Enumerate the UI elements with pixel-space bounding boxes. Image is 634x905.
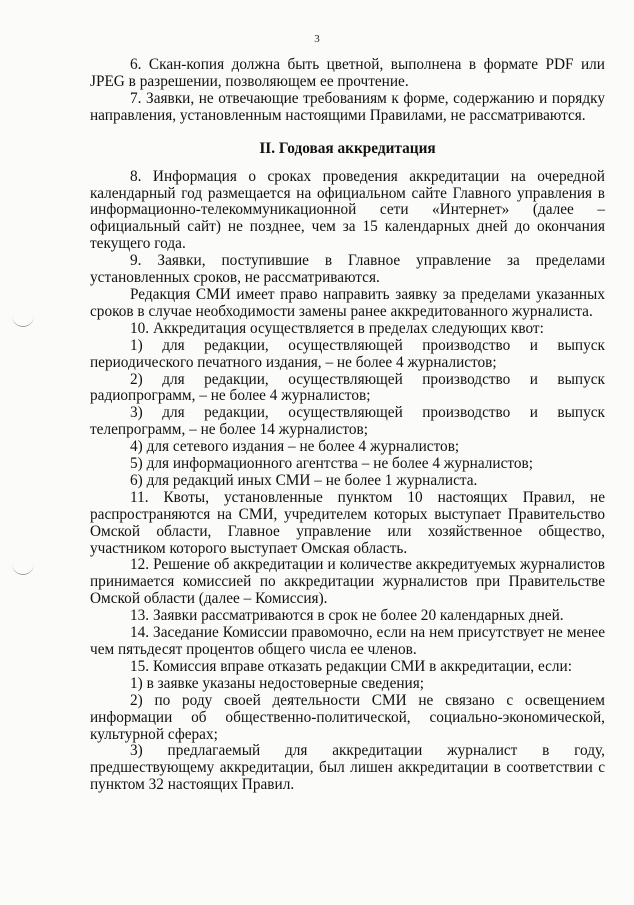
section-heading: II. Годовая аккредитация — [259, 139, 436, 157]
paragraph-item-6: 6. Скан-копия должна быть цветной, выполнена в формате PDF или JPEG в разрешении, позволяющем ее прочтение. — [90, 56, 605, 90]
binding-hole-mark — [12, 312, 34, 327]
paragraph-item-9: 9. Заявки, поступившие в Главное управление за пределами установленных сроков, не рассматриваются. — [90, 252, 605, 287]
paragraph-item-15: 15. Комиссия вправе отказать редакции СМИ в аккредитации, если: — [130, 657, 572, 675]
paragraph-item-14: 14. Заседание Комиссии правомочно, если на нем присутствует не менее чем пятьдесят процентов общего числа ее членов. — [90, 624, 605, 658]
document-body — [90, 57, 605, 794]
quota-item-2: 2) для редакции, осуществляющей производство и выпуск радиопрограмм, – не более 4 журналистов; — [90, 370, 605, 405]
paragraph-item-11: 11. Квоты, установленные пунктом 10 настоящих Правил, не распространяются на СМИ, учредителем которых выступает Правительство Омской области, Главное управление или хозяйственное общество, участником которого выступает Омская область. — [90, 488, 605, 557]
binding-hole-mark — [12, 560, 34, 575]
paragraph-item-10: 10. Аккредитация осуществляется в пределах следующих квот: — [130, 319, 544, 337]
quota-item-4: 4) для сетевого издания – не более 4 журналистов; — [130, 438, 460, 456]
paragraph-item-12: 12. Решение об аккредитации и количестве аккредитуемых журналистов принимается комиссией по аккредитации журналистов при Правительстве Омской области (далее – Комиссия). — [90, 556, 605, 608]
refusal-item-2: 2) по роду своей деятельности СМИ не связано с освещением информации об общественно-политической, социально-экономической, культурной сферах; — [90, 691, 605, 743]
quota-item-6: 6) для редакций иных СМИ – не более 1 журналиста. — [130, 471, 478, 489]
paragraph-item-8: 8. Информация о сроках проведения аккредитации на очередной календарный год размещается на официальном сайте Главного управления в информационно-телекоммуникационной сети «Интернет» (далее – официальный сайт) не позднее, чем за 15 календарных дней до окончания текущего года. — [90, 167, 605, 253]
quota-item-5: 5) для информационного агентства – не более 4 журналистов; — [130, 455, 533, 473]
paragraph-item-9-note: Редакция СМИ имеет право направить заявку за пределами указанных сроков в случае необходимости замены ранее аккредитованного журналиста. — [90, 285, 605, 320]
paragraph-item-13: 13. Заявки рассматриваются в срок не более 20 календарных дней. — [130, 607, 564, 625]
page-number: 3 — [314, 33, 320, 45]
paragraph-item-7: 7. Заявки, не отвечающие требованиям к форме, содержанию и порядку направления, установленным настоящими Правилами, не рассматриваются. — [90, 89, 605, 124]
quota-item-3: 3) для редакции, осуществляющей производство и выпуск телепрограмм, – не более 14 журналистов; — [90, 404, 605, 439]
refusal-item-1: 1) в заявке указаны недостоверные сведения; — [130, 674, 425, 692]
quota-item-1: 1) для редакции, осуществляющей производство и выпуск периодического печатного издания, – не более 4 журналистов; — [90, 336, 605, 371]
refusal-item-3: 3) предлагаемый для аккредитации журналист в году, предшествующему аккредитации, был лишен аккредитации в соответствии с пунктом 32 настоящих Правил. — [90, 742, 605, 794]
